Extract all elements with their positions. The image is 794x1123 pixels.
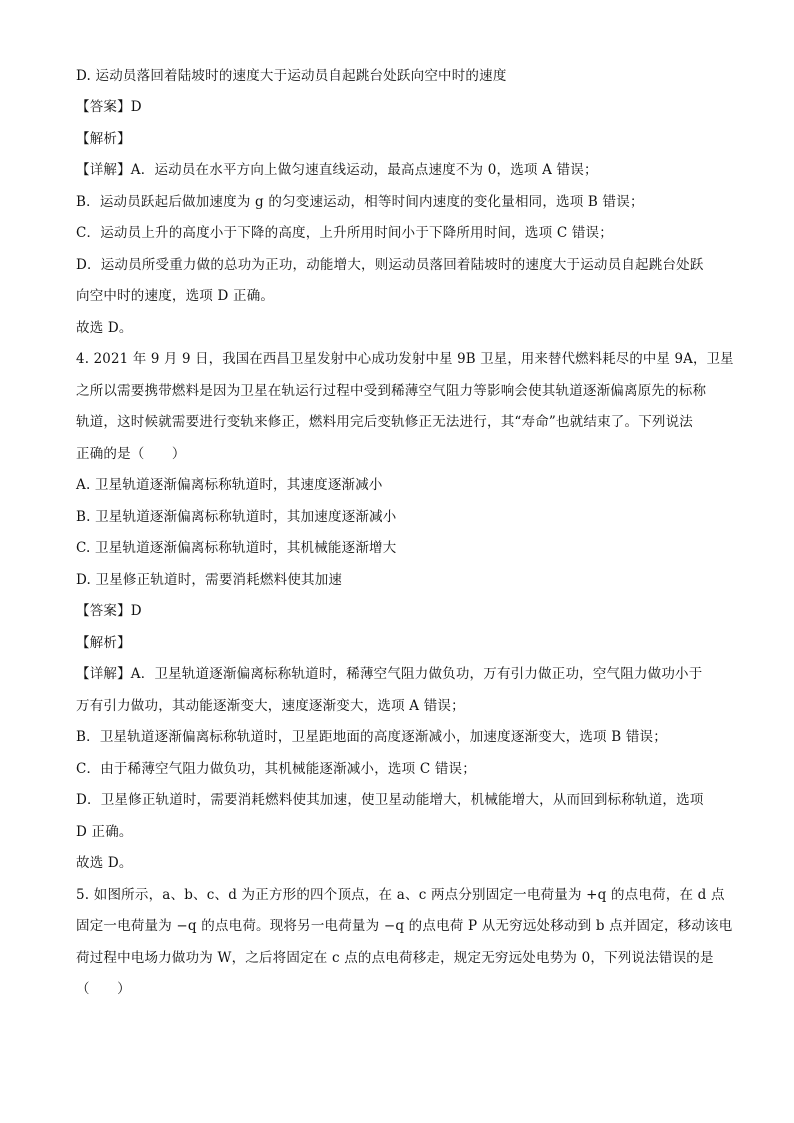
option-a-q4: A. 卫星轨道逐渐偏离标称轨道时，其速度逐渐减小 xyxy=(76,477,383,493)
analysis-label-q4: 【解析】 xyxy=(76,635,131,651)
question-5-stem: 荷过程中电场力做功为 W，之后将固定在 c 点的点电荷移走，规定无穷远处电势为 0，下列说法错误的是 xyxy=(76,950,714,966)
conclusion-line-q4: 故选 D。 xyxy=(76,855,133,871)
question-4-stem: 之所以需要携带燃料是因为卫星在轨运行过程中受到稀薄空气阻力等影响会使其轨道逐渐偏离原先的标称 xyxy=(76,383,707,399)
analysis-label-q3: 【解析】 xyxy=(76,131,131,147)
question-4-stem: 轨道，这时候就需要进行变轨来修正，燃料用完后变轨修正无法进行，其“寿命”也就结束了。下列说法 xyxy=(76,414,694,430)
explanation-line: C．运动员上升的高度小于下降的高度，上升所用时间小于下降所用时间，选项 C 错误； xyxy=(76,225,613,241)
question-4-stem: 4. 2021 年 9 月 9 日，我国在西昌卫星发射中心成功发射中星 9B 卫星，用来替代燃料耗尽的中星 9A，卫星 xyxy=(76,351,734,367)
question-5-stem: 固定一电荷量为 −q 的点电荷。现将另一电荷量为 −q 的点电荷 P 从无穷远处移动到 b 点并固定，移动该电 xyxy=(76,918,733,934)
explanation-line: D．卫星修正轨道时，需要消耗燃料使其加速，使卫星动能增大，机械能增大，从而回到标称轨道，选项 xyxy=(76,792,704,808)
option-d-q3: D. 运动员落回着陆坡时的速度大于运动员自起跳台处跃向空中时的速度 xyxy=(76,68,507,84)
explanation-line: 【详解】A．卫星轨道逐渐偏离标称轨道时，稀薄空气阻力做负功，万有引力做正功，空气阻力做功小于 xyxy=(76,666,703,682)
explanation-line: D 正确。 xyxy=(76,824,133,840)
option-b-q4: B. 卫星轨道逐渐偏离标称轨道时，其加速度逐渐减小 xyxy=(76,509,397,525)
explanation-line: 【详解】A．运动员在水平方向上做匀速直线运动，最高点速度不为 0，选项 A 错误； xyxy=(76,162,598,178)
question-4-stem: 正确的是（ ） xyxy=(76,446,186,462)
question-5-stem: （ ） xyxy=(76,981,131,997)
explanation-line: C．由于稀薄空气阻力做负功，其机械能逐渐减小，选项 C 错误； xyxy=(76,761,476,777)
answer-label-q4: 【答案】D xyxy=(76,603,142,619)
question-5-stem: 5. 如图所示，a、b、c、d 为正方形的四个顶点，在 a、c 两点分别固定一电荷量为 +q 的点电荷，在 d 点 xyxy=(76,887,725,903)
explanation-line: B．卫星轨道逐渐偏离标称轨道时，卫星距地面的高度逐渐减小，加速度逐渐变大，选项 B 错误； xyxy=(76,729,667,745)
explanation-line: B．运动员跃起后做加速度为 g 的匀变速运动，相等时间内速度的变化量相同，选项 B 错误； xyxy=(76,194,644,210)
option-c-q4: C. 卫星轨道逐渐偏离标称轨道时，其机械能逐渐增大 xyxy=(76,540,397,556)
option-d-q4: D. 卫星修正轨道时，需要消耗燃料使其加速 xyxy=(76,572,343,588)
conclusion-line-q3: 故选 D。 xyxy=(76,320,133,336)
explanation-line: D．运动员所受重力做的总功为正功，动能增大，则运动员落回着陆坡时的速度大于运动员自起跳台处跃 xyxy=(76,257,704,273)
explanation-line: 向空中时的速度，选项 D 正确。 xyxy=(76,288,275,304)
explanation-line: 万有引力做功，其动能逐渐变大，速度逐渐变大，选项 A 错误； xyxy=(76,698,465,714)
answer-label-q3: 【答案】D xyxy=(76,99,142,115)
